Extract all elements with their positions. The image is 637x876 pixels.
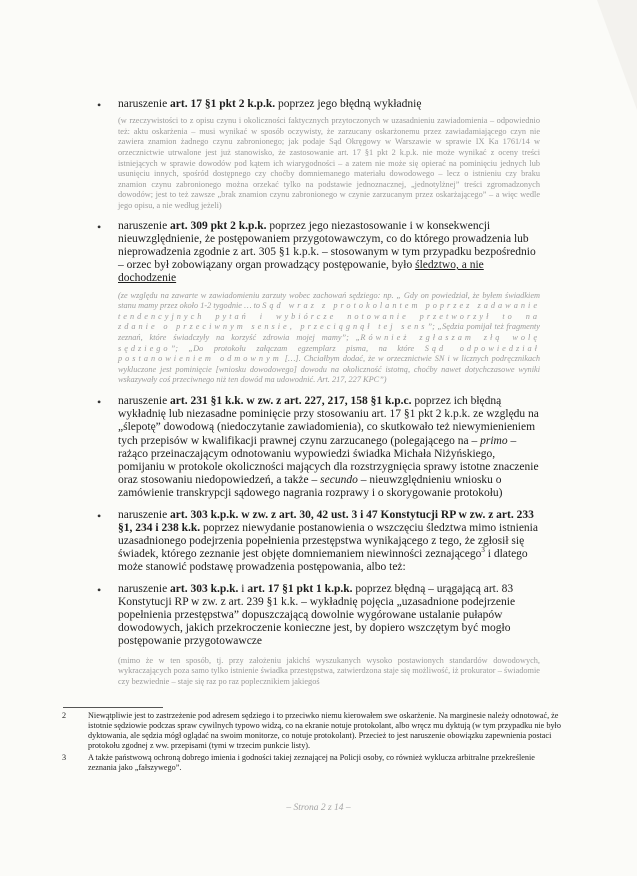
objections-list [88,98,540,687]
objection-article: art. 231 §1 k.k. w zw. z art. 227, 217, 158 §1 k.p.c. [170,394,412,407]
objection-lead: naruszenie [118,98,168,110]
quote-part: […]. Chciałbym dodać, że w orzecznictwie SN i w licznych podręcznikach wykluczone jest pominięcie [wniosku dowodowego] dowodu na okoliczność istotną, choćby nawet dotychczasowe wyniki wskazywały coś przeciwnego niż ten dowód ma udowodnić. Art. 217, 227 KPC”) [118,354,540,385]
objection-rest: poprzez jego niezastosowanie i w konsekwencji nieuwzględnienie, że postępowaniem przygotowawczym, co do którego prowadzenia lub nieprowadzenia zgodnie z art. 305 §1 k.p.k. – stosowanym w tym przypadku bezpośrednio – orzec był zobowiązany organ prowadzący postępowanie, było [118,219,536,272]
objection-rest: poprzez błędną – urągającą art. 83 Konstytucji RP w zw. z art. 239 §1 k.k. – wykładnię pojęcia „uzasadnione podejrzenie popełnienia przestępstwa” dopuszczającą dowolnie wygórowane ustalanie pułapów dowodowych, jakich przekroczenie konieczne jest, by dopiero wszczętym być mogło postępowanie przygotowawcze [118,582,516,648]
objection-article: art. 17 §1 pkt 2 k.p.k. [170,98,276,110]
objection-rest: – rażąco przeinaczającym odnotowaniu wypowiedzi świadka Michała Niżyńskiego, pomijaniu w protokole okoliczności mających dla rozstrzygnięcia sprawy istotne znaczenie oraz stosowaniu niedopowiedzeń, a także – [118,434,539,487]
page-number: – Strona 2 z 14 – [286,803,351,813]
objection-rest: i [238,582,248,595]
latin-term: primo [480,434,508,447]
objection-text [118,98,540,111]
underlined-phrase: śledztwo, a nie dochodzenie [118,259,484,285]
objection-article: art. 303 k.p.k. [170,582,239,595]
objection-article: art. 309 pkt 2 k.p.k. [170,219,267,232]
page-corner-fold [597,0,637,110]
list-item [88,220,540,386]
objection-lead: naruszenie [118,219,168,232]
quote-part: ”; „Do protokołu załączam egzemplarz pisma, na które [170,343,425,353]
footnote-ref[interactable]: 3 [481,546,485,555]
quote-spaced: Sąd odpowiedział postanowieniem odmownym [118,343,540,364]
bullet-icon: • [97,582,102,597]
footnote-text: A także państwową ochroną dobrego imienia i godności takiej zeznającej na Policji osoby, co również wyklucza arbitralne przekreślenie zeznania jako „fałszywego”. [88,753,535,772]
objection-text [118,220,540,286]
objection-rest: i dlatego może stanowić podstawę prowadzenia postępowania, albo też: [118,548,528,574]
objection-rest: poprzez ich błędną wykładnię lub niezasadne pominięcie przy stosowaniu art. 17 §1 pkt 2 k.p.k. ze względu na „ślepotę” dowodową (niedoczytanie zawiadomienia), co skutkowało też niewymienieniem tych przepisów w kwalifikacji prawnej czynu zarzucanego (polegającego na – [118,394,539,447]
objection-article: art. 17 §1 pkt 1 k.p.k. [247,582,353,595]
objection-rest: – nieuwzględnieniu wniosku o zamówienie transkrypcji sądowego nagrania rozprawy i o skorygowanie protokołu) [118,474,503,500]
objection-explanation: (w rzeczywistości to z opisu czynu i okoliczności faktycznych przytoczonych w uzasadnieniu zawiadomienia – odpowiednio też: aktu oskarżenia – musi wynikać w sposób oczywisty, że zarzucany oskarżonemu przez zawiadamiającego czyn nie zawiera znamion żadnego czynu zabronionego; jak podaje Sąd Okręgowy w Warszawie w sprawie IX Ka 1761/14 w orzecznictwie utrwalone jest już stanowisko, że zastosowanie art. 17 §1 pkt 2 k.p.k. nie może wynikać z oceny treści istniejących w sprawie dowodów pod kątem ich wiarygodności – a zatem nie może się opierać na pominięciu jednych lub usunięciu innych, spośród dostępnego czy choćby domniemanego materiału dowodowego – lecz o istnieniu czy braku znamion czynu zabronionego można orzekać tylko na podstawie jednoznacznej, „jednotylżnej” treści zgromadzonych dowodów; jest to też zawsze „brak znamion czynu zabronionego w czynie zarzucanym przez oskarżającego” – a więc wedle jego opisu, a nie według jeżeli) [118,116,540,210]
quote-part: ”; „Sędzia pomijał też fragmenty zeznań, które świadczyły na korzyść zdrowia mojej mamy”; „ [118,322,540,342]
objection-article: art. 303 k.p.k. w zw. z art. 30, 42 ust. 3 i 47 Konstytucji RP w zw. z art. 233 §1, 234 i 238 k.k. [118,508,534,534]
objection-text [118,395,540,501]
bullet-icon: • [97,394,102,409]
quote-spaced: Również zgłaszam złą wolę sędziego [118,332,541,353]
quote-part: (ze względu na zawarte w zawiadomieniu zarzuty wobec zachowań sędziego: np. „ Gdy on powiedział, że byłem świadkiem stanu mamy przez około 1-2 tygodnie … to [118,290,540,311]
objection-explanation [118,291,540,386]
bullet-icon: • [97,98,102,112]
footnote-number: 2 [62,711,67,720]
footnote-text: Niewątpliwie jest to zastrzeżenie pod adresem sędziego i to przeciwko niemu kierowałem swe oskarżenie. Na marginesie należy odnotować, że istotnie sędziowie podczas spraw cywilnych typowo widzą, co na ekranie notuje protokolant, albo wręcz mu dyktują (w tym przypadku nie było dyktowania, ale sędzia mógł oglądać na swoim monitorze, co notuje protokolant). Przecież to jest naruszenie obowiązku zapewnienia postaci protokołu zgodnej z ww. przepisami (tymi w trzecim punkcie listy). [88,711,561,750]
objection-explanation: (mimo że w ten sposób, tj. przy założeniu jakichś wyszukanych wysoko postawionych standardów dowodowych, wykraczających poza samo tylko istnienie świadka przestępstwa, zatwierdzona staje się możliwość, iż prokurator – świadomie czy bezwiednie – staje się raz po raz poplecznikiem jakiegoś [118,655,540,686]
objection-lead: naruszenie [118,582,168,595]
list-item [88,583,540,688]
footnote [62,753,562,773]
objection-rest: poprzez jego błędną wykładnię [275,98,422,110]
quote-spaced: Sąd wraz z protokolantem poprzez zadawanie tendencyjnych pytań i wybiórcze notowanie przetworzył to na zdanie o przeciwnym sensie, przeciągnął tej sens [118,301,540,332]
objection-lead: naruszenie [118,394,168,407]
objection-lead: naruszenie [118,508,168,521]
footnote-separator [63,707,163,708]
list-item [88,395,540,501]
bullet-icon: • [97,219,102,234]
objection-text [118,583,540,649]
objection-rest: poprzez niewydanie postanowienia o wszczęciu śledztwa mimo istnienia uzasadnionego podejrzenia popełnienia przestępstwa wynikającego z tego, że zgłosił się świadek, którego zeznanie jest objęte domniemaniem niewinności zeznającego [118,521,538,561]
latin-term: secundo [320,474,358,487]
footnote-number: 3 [62,753,67,762]
objection-text [118,509,540,575]
footnotes [62,711,562,775]
list-item [88,98,540,212]
footnote [62,711,562,751]
bullet-icon: • [97,508,102,523]
list-item [88,509,540,575]
